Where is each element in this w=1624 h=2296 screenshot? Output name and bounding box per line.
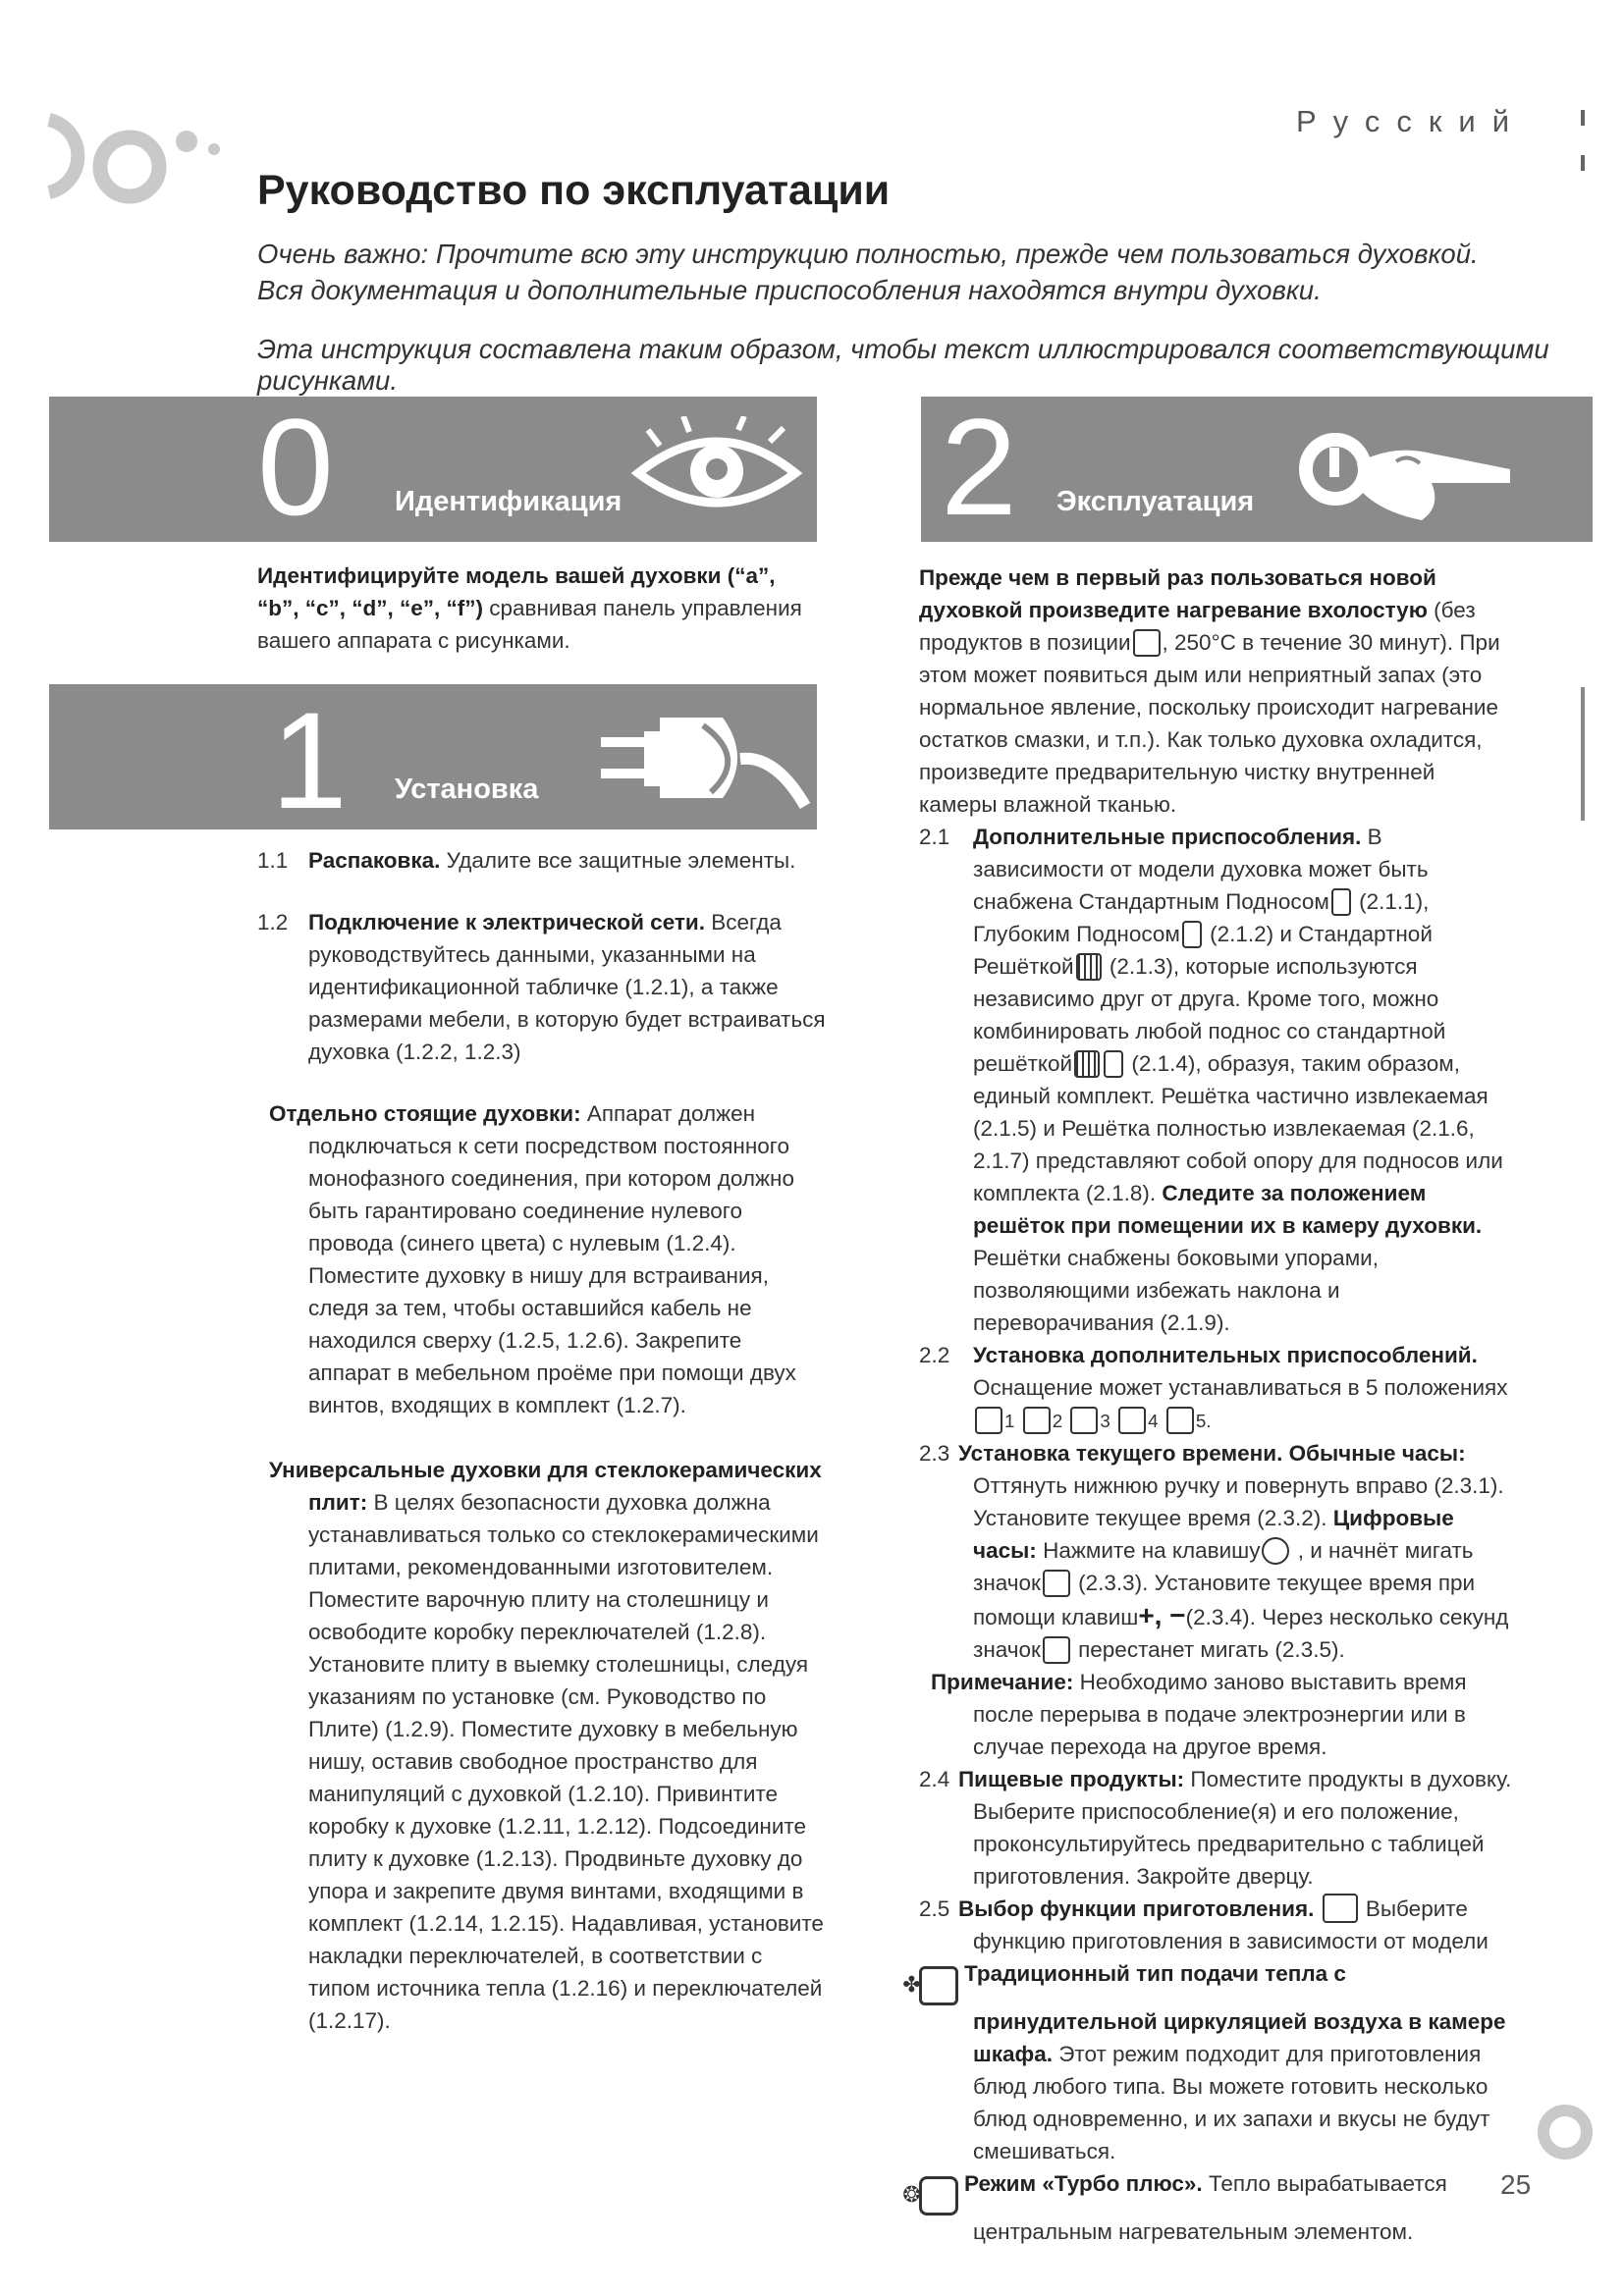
- corner-logo-mark: [1530, 2083, 1598, 2171]
- section-number: 0: [257, 390, 334, 544]
- shelf-position-icon: [1166, 1407, 1194, 1434]
- item-body: (2.1.1), Глубоким Подносом: [973, 889, 1430, 946]
- intro-note: Эта инструкция составлена таким образом, чтобы текст иллюстрировался соответствующими рисунками.: [257, 334, 1549, 396]
- item-body: В зависимости от модели духовка может быть снабжена Стандартным Подносом: [973, 825, 1429, 914]
- plug-icon: [595, 698, 811, 826]
- shelf-position-number: 3: [1100, 1411, 1110, 1431]
- identification-heading: Идентифицируйте модель вашей духовки (“a”, “b”, “c”, “d”, “e”, “f”): [257, 563, 776, 620]
- section-banner-installation: [49, 683, 817, 837]
- item-body: Поместите продукты в духовку. Выберите приспособление(я) и его положение, проконсультируйтесь предварительно с таблицей приготовления. Закройте дверцу.: [973, 1767, 1512, 1889]
- item-body: перестанет мигать (2.3.5).: [1071, 1637, 1345, 1662]
- first-use-heading: Прежде чем в первый раз пользоваться новой духовкой произведите нагревание вхолостую: [919, 565, 1436, 622]
- mode-heading: Режим «Турбо плюс».: [964, 2171, 1203, 2196]
- standard-tray-icon: [1104, 1050, 1123, 1078]
- item-heading: Дополнительные приспособления.: [973, 825, 1362, 849]
- language-label: Русский: [1296, 104, 1527, 138]
- item-heading: Выбор функции приготовления.: [958, 1896, 1315, 1921]
- item-number: 2.1: [919, 825, 950, 849]
- shelf-position-icon: [1070, 1407, 1098, 1434]
- mode-body: Тепло вырабатывается центральным нагревательным элементом.: [973, 2171, 1447, 2244]
- item-body: (2.1.4), образуя, таким образом, единый комплект. Решётка частично извлекаемая (2.1.5) и Решётка полностью извлекаемая (2.1.6, 2.1.7) представляют собой опору для подносов или комплекта (2.1.8).: [973, 1051, 1503, 1205]
- section-number: 2: [941, 390, 1017, 544]
- clock-key-icon: [1262, 1537, 1289, 1565]
- shelf-position-icon: [1023, 1407, 1051, 1434]
- shelf-position-icon: [1118, 1407, 1146, 1434]
- item-body: Решётки снабжены боковыми упорами, позволяющими избежать наклона и переворачивания (2.1.9).: [973, 1246, 1379, 1335]
- item-body: (2.1.3), которые используются независимо друг от друга. Кроме того, можно комбинировать любой поднос со стандартной решёткой: [973, 954, 1446, 1076]
- item-1-1: [257, 844, 827, 877]
- universal-ovens: [257, 1454, 827, 2037]
- item-number: 1.2: [257, 910, 289, 934]
- mode-heading: Традиционный тип подачи тепла с принудительной циркуляцией воздуха в камере шкафа.: [964, 1961, 1506, 2066]
- plus-minus-keys-icon: +, −: [1138, 1600, 1186, 1630]
- deep-tray-icon: [1182, 921, 1202, 948]
- clock-display-icon: [1043, 1636, 1070, 1664]
- standard-tray-icon: [1331, 888, 1351, 916]
- item-number: 1.1: [257, 848, 289, 873]
- item-number: 2.5: [919, 1896, 950, 1921]
- mode-body: Этот режим подходит для приготовления блюд любого типа. Вы можете готовить несколько блюд одновременно, и их запахи и вкусы не будут смешиваться.: [973, 2042, 1490, 2163]
- item-2-3: [919, 1437, 1514, 1666]
- section-banner-identification: [49, 390, 817, 544]
- first-use-body: (без продуктов в позиции: [919, 598, 1476, 655]
- item-1-2: [257, 906, 827, 1068]
- item-body: Выберите: [1359, 1896, 1468, 1921]
- item-body: Оттянуть нижнюю ручку и повернуть вправо (2.3.1). Установите текущее время (2.3.2).: [973, 1473, 1504, 1530]
- item-body: (2.3.4). Через несколько секунд значок: [973, 1605, 1509, 1662]
- item-highlight: Цифровые часы:: [973, 1506, 1454, 1563]
- item-body: Нажмите на клавишу: [1036, 1538, 1261, 1563]
- grill-rack-icon: [1076, 953, 1102, 981]
- edge-bar: [1581, 687, 1585, 821]
- item-body: (2.1.2) и Стандартной Решёткой: [973, 922, 1433, 979]
- finger-knob-icon: [1284, 424, 1579, 532]
- fan-oven-icon: ✤: [919, 1966, 958, 2005]
- first-use-paragraph: [919, 561, 1514, 821]
- freestanding-heading: Отдельно стоящие духовки:: [269, 1101, 581, 1126]
- universal-body: В целях безопасности духовка должна устанавливаться только со стеклокерамическими плитами, рекомендованными изготовителем. Поместите варочную плиту на столешницу и освободите коробку переключателей (1.2.8). Установите плиту в выемку столешницы, следуя указаниям по установке (см. Руководство по Плите) (1.2.9). Поместите духовку в мебельную нишу, оставив свободное пространство для манипуляций с духовкой (1.2.10). Привинтите коробку к духовке (1.2.11, 1.2.12). Подсоедините плиту к духовке (1.2.13). Продвиньте духовку до упора и закрепите двумя винтами, входящими в комплект (1.2.14, 1.2.15). Надавливая, установите накладки переключателей, в соответствии с типом источника тепла (1.2.16) и переключателей (1.2.17).: [308, 1490, 824, 2033]
- edge-mark: [1581, 110, 1585, 126]
- item-body: функцию приготовления в зависимости от модели: [973, 1929, 1489, 1953]
- item-body: Оснащение может устанавливаться в 5 положениях: [973, 1375, 1508, 1400]
- item-number: 2.2: [919, 1343, 950, 1367]
- item-heading: Пищевые продукты:: [958, 1767, 1185, 1791]
- section-label: Установка: [395, 774, 539, 805]
- function-knob-icon: [1323, 1894, 1358, 1923]
- item-heading: Распаковка.: [308, 848, 441, 873]
- brand-logo: [39, 106, 226, 214]
- item-2-1: [919, 821, 1514, 1339]
- freestanding-ovens: [257, 1097, 827, 1421]
- item-highlight: Следите за положением решёток при помещении их в камеру духовки.: [973, 1181, 1483, 1238]
- item-heading: Установка дополнительных приспособлений.: [973, 1343, 1478, 1367]
- item-body: , и начнёт мигать значок: [973, 1538, 1474, 1595]
- edge-mark: [1581, 155, 1585, 171]
- item-body: Удалите все защитные элементы.: [440, 848, 796, 873]
- universal-heading: Универсальные духовки для стеклокерамических плит:: [269, 1458, 822, 1515]
- item-heading: Подключение к электрической сети.: [308, 910, 706, 934]
- section-number: 1: [271, 683, 348, 837]
- item-body: Всегда руководствуйтесь данными, указанными на идентификационной табличке (1.2.1), а также размерами мебели, в которую будет встраиваться духовка (1.2.2, 1.2.3): [308, 910, 826, 1064]
- item-number: 2.4: [919, 1767, 950, 1791]
- note-body: Необходимо заново выставить время после перерыва в подаче электроэнергии или в случае перехода на другое время.: [973, 1670, 1467, 1759]
- item-heading: Установка текущего времени. Обычные часы:: [958, 1441, 1466, 1466]
- traditional-mode: [902, 1957, 1514, 2167]
- shelf-position-icon: [975, 1407, 1002, 1434]
- turbo-mode: [902, 2167, 1514, 2248]
- item-number: 2.3: [919, 1441, 950, 1466]
- intro-text: Очень важно: Прочтите всю эту инструкцию полностью, прежде чем пользоваться духовкой. Вся документация и дополнительные приспособления находятся внутри духовки.: [257, 239, 1479, 305]
- page-number: 25: [1500, 2169, 1532, 2200]
- first-use-body-cont: , 250°C в течение 30 минут). При этом может появиться дым или неприятный запах (это нормальное явление, поскольку происходит нагревание остатков смазки, и т.п.). Как только духовка охладится, произведите предварительную чистку внутренней камеры влажной тканью.: [919, 630, 1500, 817]
- turbo-fan-icon: ❂: [919, 2176, 958, 2216]
- section-banner-operation: [921, 390, 1593, 544]
- shelf-position-number: 4: [1148, 1411, 1159, 1431]
- identification-text: [257, 560, 817, 657]
- section-label: Эксплуатация: [1056, 486, 1255, 517]
- shelf-position-number: 2: [1052, 1411, 1063, 1431]
- clock-display-icon: [1043, 1570, 1070, 1597]
- shelf-position-number: 1: [1004, 1411, 1015, 1431]
- item-2-2: [919, 1339, 1514, 1437]
- eye-icon: [630, 416, 803, 524]
- freestanding-body: Аппарат должен подключаться к сети посредством постоянного монофазного соединения, при котором должно быть гарантировано соединение нулевого провода (синего цвета) с нулевым (1.2.4). Поместите духовку в нишу для встраивания, следя за тем, чтобы оставшийся кабель не находился сверху (1.2.5, 1.2.6). Закрепите аппарат в мебельном проёме при помощи двух винтов, входящих в комплект (1.2.7).: [308, 1101, 796, 1417]
- item-2-4: [919, 1763, 1514, 1893]
- identification-body: сравнивая панель управления вашего аппарата с рисунками.: [257, 596, 802, 653]
- section-label: Идентификация: [395, 486, 623, 517]
- operation-section: [902, 561, 1514, 2248]
- page-title: Руководство по эксплуатации: [257, 167, 891, 214]
- grill-rack-icon: [1074, 1050, 1100, 1078]
- item-2-5: [919, 1893, 1514, 1957]
- item-body: (2.3.3). Установите текущее время при помощи клавиш: [973, 1571, 1476, 1629]
- oven-position-icon: [1133, 629, 1161, 657]
- installation-section: [257, 844, 827, 2037]
- note: [919, 1666, 1514, 1763]
- note-heading: Примечание:: [931, 1670, 1074, 1694]
- shelf-position-number: 5.: [1195, 1411, 1212, 1431]
